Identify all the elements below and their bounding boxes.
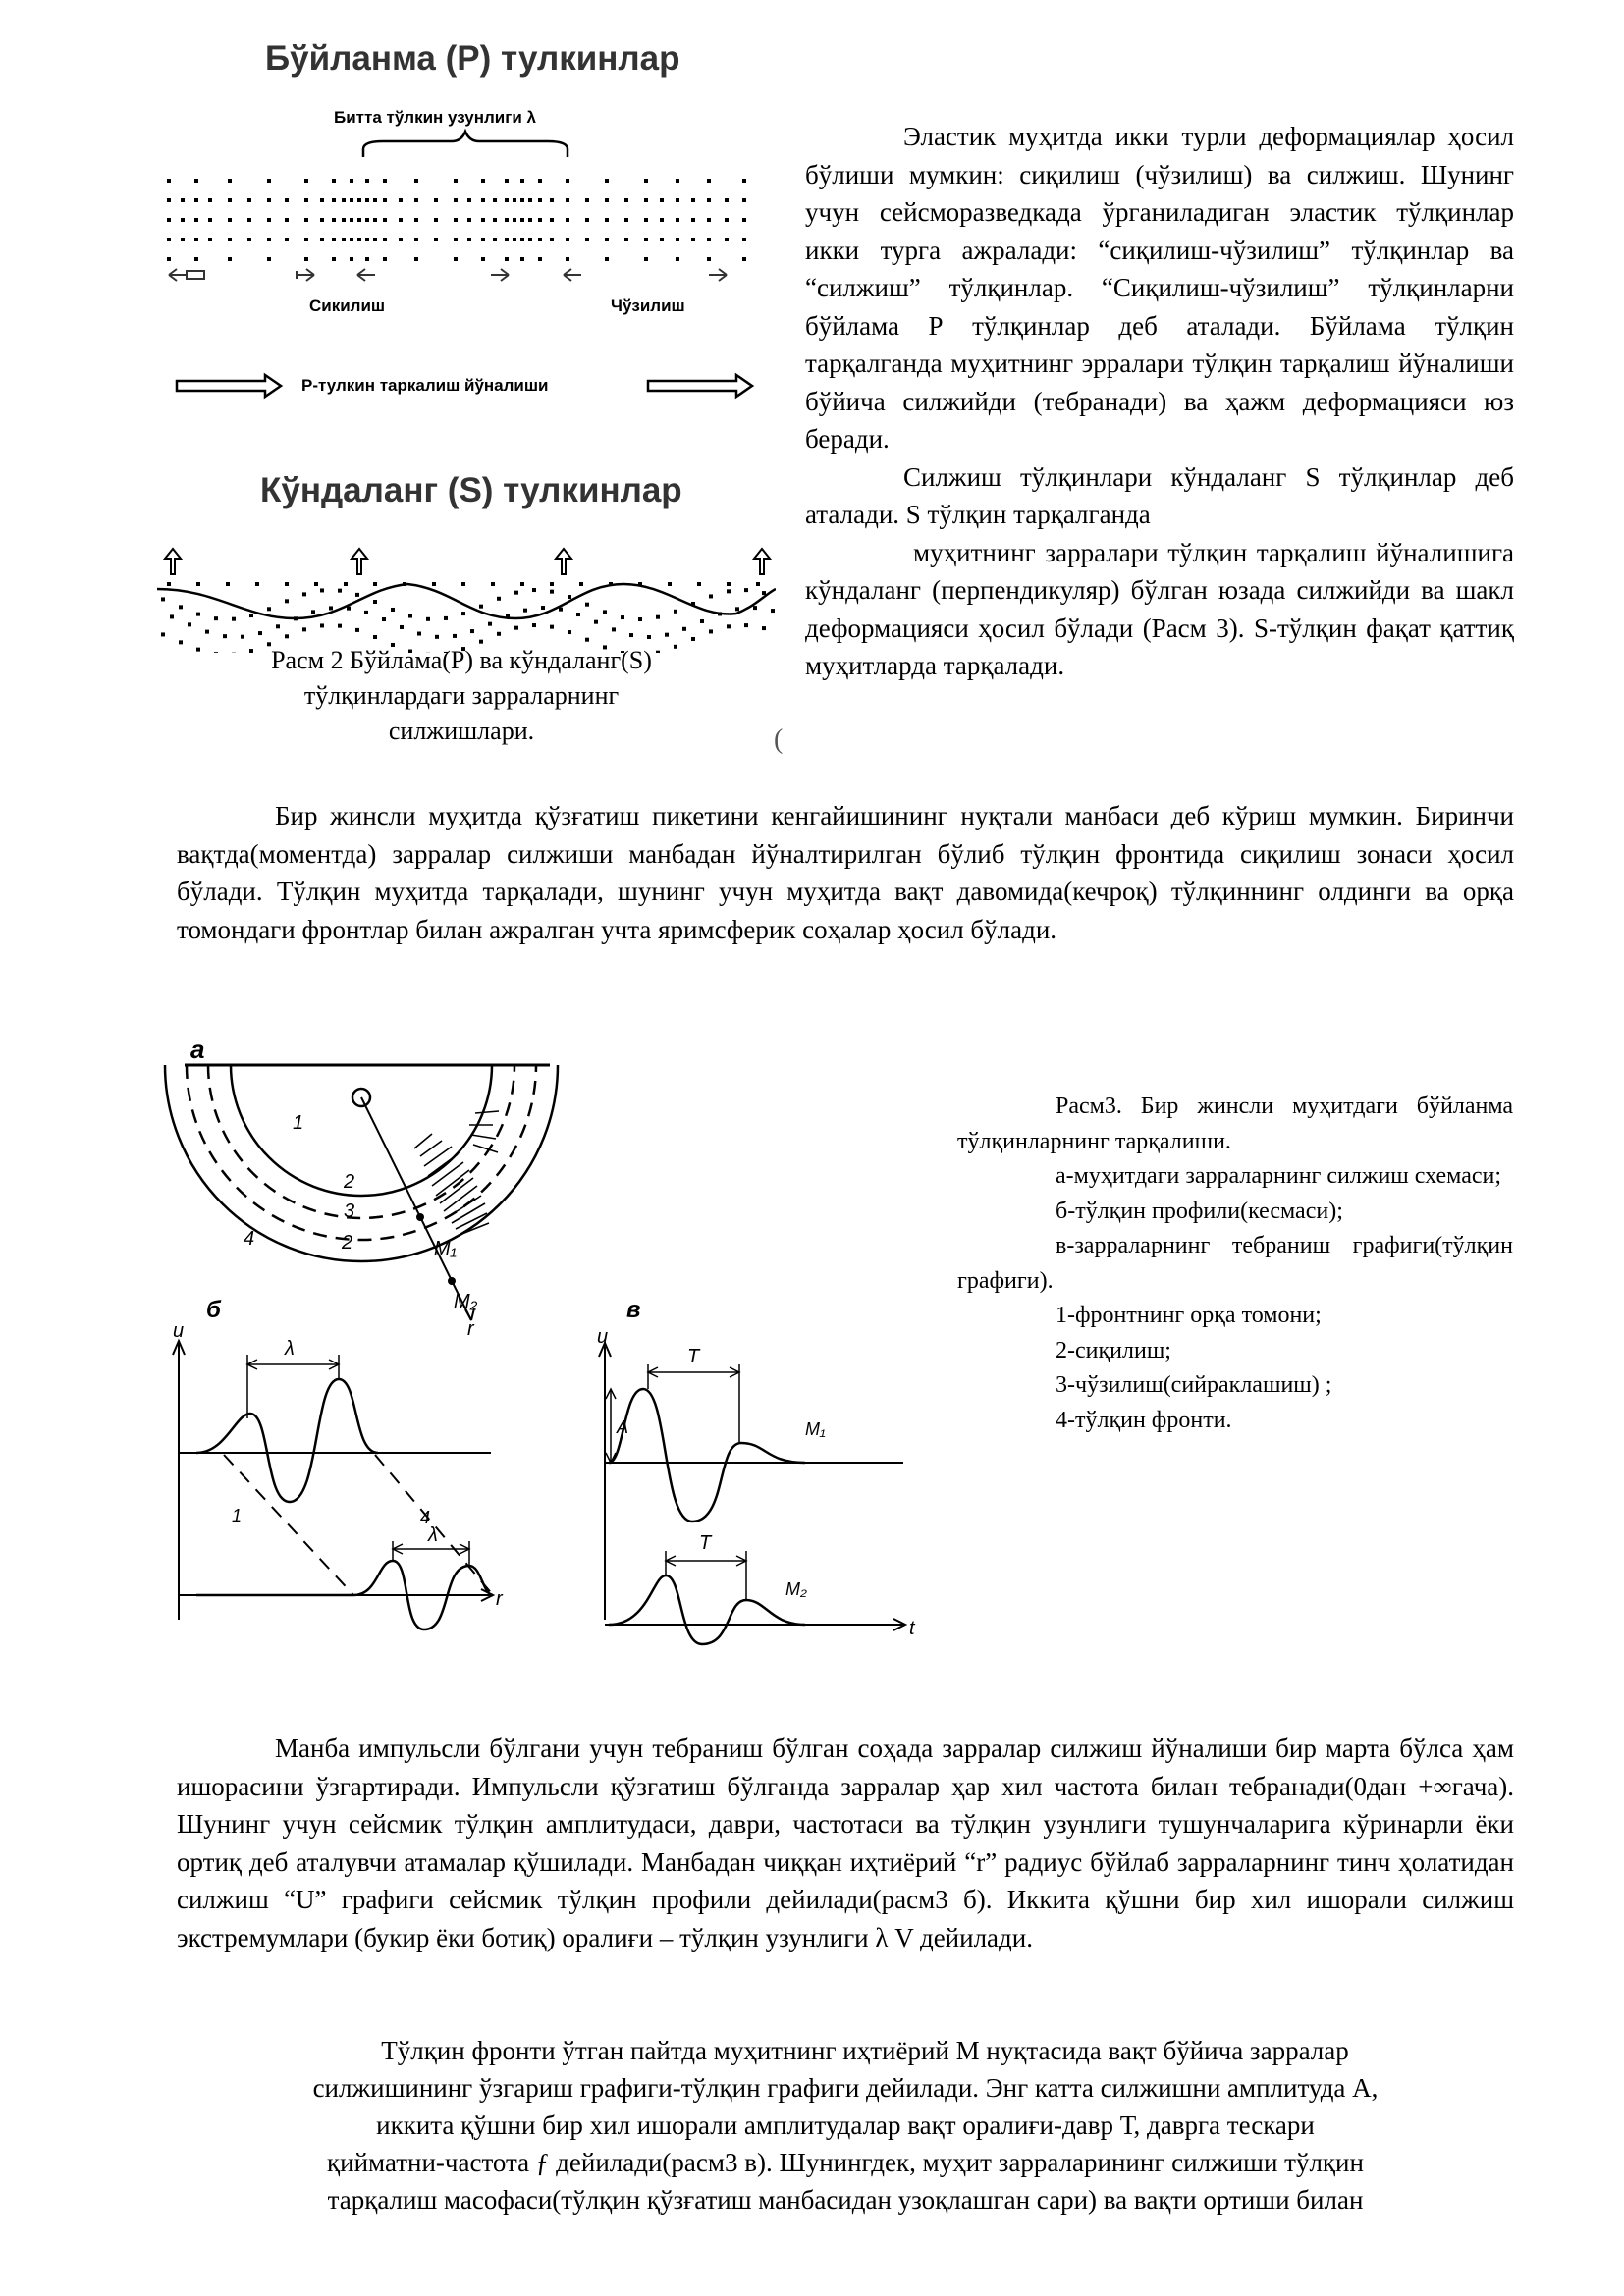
- centered-line-4: қийматни-частота ƒ дейилади(расм3 в). Шунингдек, муҳит зарраларининг силжиши тўлқин: [327, 2148, 1364, 2177]
- caption3-item-b: б-тўлқин профили(кесмаси);: [1056, 1198, 1343, 1224]
- wavelength-brace: [363, 132, 568, 157]
- wavelength-label: Битта тўлкин узунлиги λ: [334, 108, 536, 127]
- centered-line-2: силжишининг ўзгариш графиги-тўлқин графиги дейилади. Энг катта силжишни амплитуда А,: [312, 2073, 1379, 2103]
- right-para2-rest: муҳитнинг зарралари тўлқин тарқалиш йўналишига кўндаланг (перпендикуляр) бўлган юзада силжийди ва шакл деформацияси ҳосил бўлади (Расм 3). S-тўлқин фақат қаттиқ муҳитларда тарқалади.: [805, 537, 1514, 680]
- p-wave-diagram: [157, 128, 756, 402]
- fig3-lambda-1: λ: [285, 1338, 295, 1360]
- caption3-item-1: 1-фронтнинг орқа томони;: [1056, 1303, 1322, 1328]
- fig3-lambda-2: λ: [428, 1524, 438, 1546]
- fig3-zone-1: 1: [293, 1112, 304, 1134]
- figure-p-title: Бўйланма (Р) тулкинлар: [265, 39, 680, 78]
- caption3-item-4: 4-тўлқин фронти.: [1056, 1407, 1232, 1433]
- particle-dots: [167, 179, 746, 261]
- direction-label: Р-тулкин таркалиш йўналиши: [301, 376, 549, 395]
- small-arrows: [169, 269, 727, 281]
- centered-line-1: Тўлқин фронти ўтган пайтда муҳитнинг иҳтиёрий М нуқтасида вақт бўйича зарралар: [381, 2036, 1349, 2065]
- s-wave-diagram: [157, 545, 776, 653]
- fig3-m1-graph: M₁: [805, 1419, 826, 1439]
- fig3-zone-2b: 2: [342, 1232, 353, 1254]
- figure2-caption: [167, 643, 756, 749]
- fig3-label-b: б: [206, 1297, 221, 1323]
- caption3-item-2: 2-сиқилиш;: [1056, 1337, 1171, 1363]
- fig3-zone-2a: 2: [344, 1171, 355, 1193]
- fig3-line-4: 4: [420, 1508, 431, 1527]
- fig3-line-1: 1: [232, 1506, 243, 1525]
- caption2-line2: тўлқинлардаги зарраларнинг: [303, 681, 620, 710]
- caption3-title: Расм3. Бир жинсли муҳитдаги бўйланма тўлқинларнинг тарқалиши.: [957, 1094, 1513, 1154]
- fig3-zone-3: 3: [344, 1201, 355, 1222]
- fig3-r-axis: r: [496, 1588, 503, 1610]
- rarefaction-label: Чўзилиш: [611, 296, 685, 315]
- fig3-t-period-1: T: [687, 1346, 700, 1367]
- centered-line-3: иккита қўшни бир хил ишорали амплитудалар вақт оралиғи-давр Т, даврга тескари: [376, 2110, 1315, 2140]
- fig3-r: r: [467, 1318, 474, 1340]
- paragraph-1: Бир жинсли муҳитда қўзғатиш пикетини кенгайишининг нуқтали манбаси деб кўриш мумкин. Биринчи вақтда(моментда) зарралар силжиши манбадан йўналтирилган бўлиб тўлқин фронтида сиқилиш зонаси ҳосил бўлади. Тўлқин муҳитда тарқалади, шунинг учун муҳитда вақт давомида(кечроқ) тўлқиннинг олдинги ва орқа томондаги фронтлар билан ажралган учта яримсферик соҳалар ҳосил бўлади.: [177, 801, 1514, 944]
- s-wave-line: [157, 584, 776, 618]
- figure3-caption: [957, 1090, 1513, 1438]
- up-arrows: [165, 549, 770, 574]
- fig3-t-axis: t: [909, 1618, 915, 1639]
- fig3-m2: M₂: [454, 1291, 478, 1312]
- caption3-item-v: в-зарраларнинг тебраниш графиги(тўлқин графиги).: [957, 1233, 1513, 1294]
- compression-label: Сикилиш: [309, 296, 386, 315]
- figure3-diagram: [157, 1031, 943, 1649]
- fig3-label-a: a: [190, 1035, 205, 1064]
- stray-mark: (: [774, 724, 784, 755]
- fig3-m1: M₁: [434, 1238, 457, 1259]
- paragraph-centered: [167, 2032, 1524, 2218]
- fig3-u1: u: [173, 1320, 185, 1342]
- centered-line-5: тарқалиш масофаси(тўлқин қўзғатиш манбасидан узоқлашган сари) ва вақти ортиши билан: [327, 2185, 1364, 2215]
- fig3-u2: u: [597, 1326, 609, 1348]
- fig3-zone-4: 4: [244, 1228, 255, 1250]
- fig3-m2-graph: M₂: [785, 1579, 807, 1599]
- figure-s-title: Кўндаланг (S) тулкинлар: [260, 471, 682, 509]
- caption2-line3: силжишлари.: [388, 717, 535, 745]
- right-para1: Эластик муҳитда икки турли деформациялар ҳосил бўлиши мумкин: сиқилиш (чўзилиш) ва силжиш. Шунинг учун сейсморазведкада ўрганиладиган эластик тўлқинлар икки турга ажралади: “сиқилиш-чўзилиш” тўлқинлар ва “силжиш” тўлқинлар. “Сиқилиш-чўзилиш” тўлқинларни бўйлама Р тўлқинлар деб аталади. Бўйлама тўлқин тарқалганда муҳитнинг эрралари тўлқин тарқалиш йўналиши бўйича силжийди (тебранади) ва ҳажм деформацияси юз беради.: [805, 122, 1514, 454]
- fig3-label-v: в: [626, 1297, 641, 1323]
- right-column-text: [805, 118, 1514, 685]
- fig3-t-period-2: T: [699, 1532, 712, 1554]
- caption3-item-a: а-муҳитдаги зарраларнинг силжиш схемаси;: [1056, 1163, 1502, 1189]
- caption3-item-3: 3-чўзилиш(сийраклашиш) ;: [1056, 1372, 1332, 1398]
- right-para2-line: Силжиш тўлқинлари кўндаланг S тўлқинлар деб аталади. S тўлқин тарқалганда: [805, 461, 1514, 529]
- paragraph-2: Манба импульсли бўлгани учун тебраниш бўлган соҳада зарралар силжиш йўналиши бир марта бўлса ҳам ишорасини ўзгартиради. Импульсли қўзғатиш бўлганда зарралар ҳар хил частота билан тебранади(0дан +∞гача). Шунинг учун сейсмик тўлқин амплитудаси, даври, частотаси ва тўлқин узунлиги тушунчаларига кўринарли ёки ортиқ деб аталувчи атамалар қўшилади. Манбадан чиққан иҳтиёрий “r” радиус бўйлаб зарраларнинг тинч ҳолатидан силжиш “U” графиги сейсмик тўлқин профили дейилади(расм3 б). Иккита қўшни бир хил ишорали силжиш экстремумлари (букир ёки ботиқ) оралиғи – тўлқин узунлиги λ V дейилади.: [177, 1734, 1514, 1952]
- caption2-line1: Расм 2 Бўйлама(Р) ва кўндаланг(S): [271, 646, 652, 674]
- fig3-amp: A: [617, 1417, 629, 1437]
